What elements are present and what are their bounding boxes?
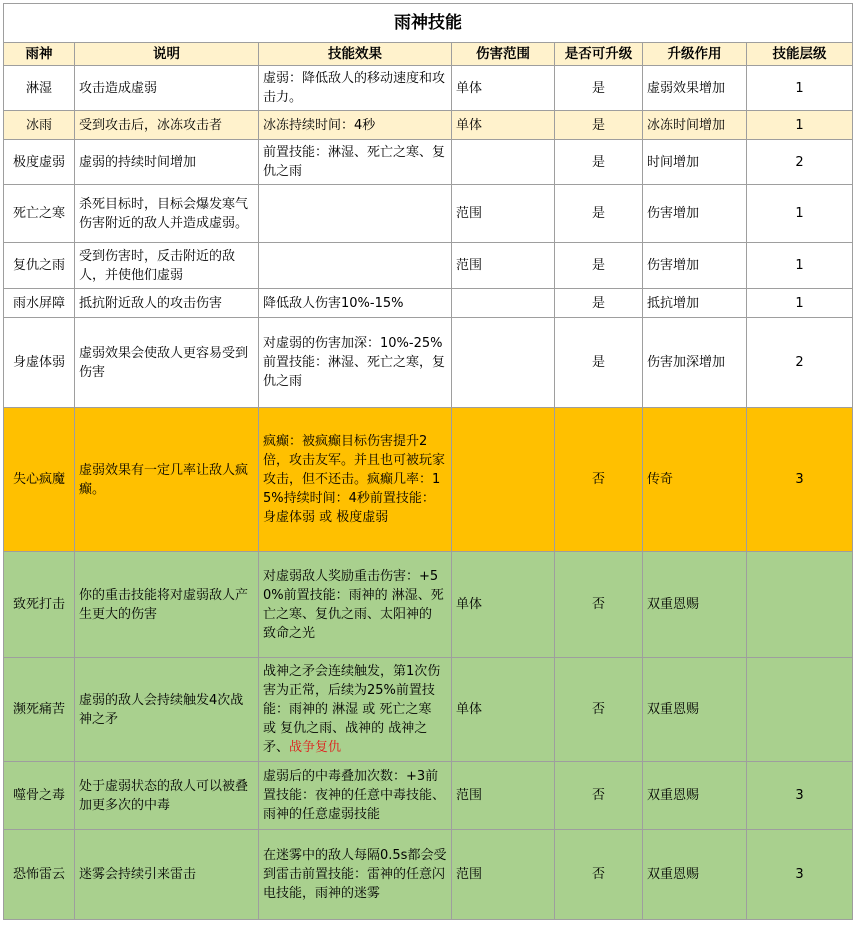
cell-skill-name-text: 极度虚弱 [12,154,65,170]
table-row [4,552,853,658]
cell-level [747,408,853,552]
cell-description [75,408,259,552]
cell-upgrade-effect [643,318,747,408]
cell-description-text: 虚弱的持续时间增加 [79,154,197,170]
cell-level [747,66,853,111]
cell-upgrade-effect [643,408,747,552]
cell-level-text: 1 [795,258,804,273]
cell-effect [259,762,452,830]
cell-description [75,658,259,762]
cell-range [452,66,555,111]
cell-skill-name [4,408,75,552]
table-row [4,111,853,140]
cell-skill-name [4,318,75,408]
cell-level-text: 1 [795,206,804,221]
cell-description-text: 攻击造成虚弱 [79,80,158,96]
cell-skill-name [4,185,75,243]
cell-level-text: 1 [795,117,804,133]
cell-range [452,552,555,658]
cell-effect-text: 在迷雾中的敌人每隔0.5s都会受到雷击前置技能：雷神的任意闪电技能，雨神的迷雾 [263,848,447,901]
cell-upgrade-effect [643,243,747,289]
cell-skill-name-text: 恐怖雷云 [12,867,65,882]
cell-skill-name [4,762,75,830]
cell-upgradable-text: 是 [591,206,605,221]
cell-description-text: 虚弱效果有一定几率让敌人疯癫。 [79,462,249,497]
cell-effect [259,658,452,762]
cell-effect-text: 前置技能：淋湿、死亡之寒、复仇之雨 [263,145,446,179]
cell-skill-name-text: 致死打击 [12,597,65,612]
cell-upgradable-text: 否 [591,702,605,717]
cell-skill-name-text: 失心疯魔 [12,472,65,487]
cell-level-text: 2 [795,355,804,370]
cell-description-text: 抵抗附近敌人的攻击伤害 [79,295,223,311]
cell-description-text: 处于虚弱状态的敌人可以被叠加更多次的中毒 [79,778,249,813]
cell-level-text: 3 [795,788,804,803]
cell-range-text: 范围 [456,206,483,221]
cell-upgradable [555,140,643,185]
cell-description [75,185,259,243]
cell-effect [259,66,452,111]
cell-level [747,658,853,762]
cell-effect-text: 降低敌人伤害10%-15% [263,295,404,311]
cell-effect-text: 疯癫：被疯癫目标伤害提升2倍，攻击友军。并且也可被玩家攻击，但不还击。疯癫几率：15%持续时间：4秒前置技能：身虚体弱 或 极度虚弱 [263,434,446,525]
cell-upgradable-text: 是 [591,154,605,170]
cell-upgradable [555,408,643,552]
cell-effect [259,289,452,318]
cell-effect-highlight: 战争复仇 [289,740,342,755]
cell-description-text: 迷雾会持续引来雷击 [79,867,197,882]
cell-upgrade-effect-text: 传奇 [647,472,674,487]
cell-description-text: 受到伤害时，反击附近的敌人，并使他们虚弱 [79,248,236,283]
cell-description [75,830,259,920]
cell-upgrade-effect-text: 伤害增加 [647,258,700,273]
cell-description [75,289,259,318]
cell-skill-name-text: 复仇之雨 [12,258,65,273]
cell-range [452,289,555,318]
cell-skill-name [4,658,75,762]
cell-upgrade-effect [643,140,747,185]
cell-skill-name-text: 冰雨 [25,117,52,133]
cell-range-text: 单体 [456,117,483,133]
table-row [4,318,853,408]
cell-level [747,111,853,140]
cell-effect [259,185,452,243]
cell-upgrade-effect-text: 双重恩赐 [647,867,700,882]
cell-effect [259,318,452,408]
cell-effect-text: 对虚弱敌人奖励重击伤害：+50%前置技能：雨神的 淋湿、死亡之寒、复仇之雨、太阳神的 致命之光 [263,568,444,641]
cell-upgradable-text: 是 [591,117,605,133]
cell-range-text: 单体 [456,80,483,96]
cell-skill-name [4,140,75,185]
cell-upgrade-effect-text: 虚弱效果增加 [647,80,726,96]
cell-description [75,243,259,289]
cell-effect [259,140,452,185]
table-row [4,66,853,111]
cell-skill-name [4,830,75,920]
cell-upgradable-text: 是 [591,295,605,311]
cell-upgrade-effect [643,111,747,140]
cell-range [452,408,555,552]
table-title: 雨神技能 [4,4,853,43]
cell-skill-name [4,289,75,318]
cell-upgrade-effect [643,289,747,318]
cell-upgrade-effect-text: 双重恩赐 [647,702,700,717]
cell-level [747,318,853,408]
cell-effect [259,243,452,289]
cell-skill-name [4,111,75,140]
cell-skill-name-text: 淋湿 [25,80,52,96]
cell-upgradable [555,289,643,318]
cell-upgradable [555,830,643,920]
cell-effect [259,830,452,920]
table-row [4,762,853,830]
cell-upgrade-effect-text: 时间增加 [647,154,700,170]
cell-level-text: 2 [795,154,804,170]
skills-table [3,3,853,920]
cell-range-text: 范围 [456,788,483,803]
cell-upgrade-effect [643,552,747,658]
header-row [4,43,853,66]
cell-level [747,243,853,289]
cell-range [452,243,555,289]
cell-description [75,111,259,140]
cell-upgrade-effect-text: 冰冻时间增加 [647,117,726,133]
cell-upgradable-text: 是 [591,80,605,96]
cell-upgrade-effect-text: 抵抗增加 [647,295,700,311]
cell-effect [259,552,452,658]
cell-skill-name-text: 死亡之寒 [12,206,65,221]
cell-effect-text: 虚弱后的中毒叠加次数：+3前置技能：夜神的任意中毒技能、雨神的任意虚弱技能 [263,769,446,822]
cell-level [747,140,853,185]
cell-upgradable-text: 否 [591,867,605,882]
cell-range [452,318,555,408]
cell-description-text: 杀死目标时，目标会爆发寒气伤害附近的敌人并造成虚弱。 [79,196,249,231]
table-row [4,185,853,243]
table-row [4,408,853,552]
cell-upgrade-effect-text: 伤害加深增加 [647,355,726,370]
cell-upgradable-text: 否 [591,472,605,487]
cell-upgrade-effect [643,762,747,830]
cell-range [452,762,555,830]
cell-range [452,185,555,243]
cell-upgradable-text: 否 [591,597,605,612]
cell-skill-name [4,243,75,289]
cell-upgradable [555,762,643,830]
cell-description-text: 虚弱的敌人会持续触发4次战神之矛 [79,692,244,727]
cell-range [452,658,555,762]
cell-effect-text: 冰冻持续时间：4秒 [263,117,376,133]
cell-description [75,318,259,408]
cell-upgrade-effect [643,185,747,243]
header-range: 伤害范围 [452,43,555,66]
cell-description [75,66,259,111]
cell-skill-name-text: 濒死痛苦 [12,702,65,717]
cell-description [75,140,259,185]
cell-upgrade-effect [643,66,747,111]
cell-upgradable-text: 是 [591,258,605,273]
cell-upgradable [555,243,643,289]
cell-range-text: 单体 [456,702,483,717]
cell-range-text: 范围 [456,258,483,273]
cell-effect-text: 战神之矛会连续触发，第1次伤害为正常，后续为25%前置技能：雨神的 淋湿 或 死亡之寒 或 复仇之雨、战神的 战神之矛、 [263,664,441,755]
table-row [4,830,853,920]
header-effect: 技能效果 [259,43,452,66]
cell-upgradable-text: 否 [591,788,605,803]
cell-upgradable [555,66,643,111]
header-name: 雨神 [4,43,75,66]
cell-upgradable [555,111,643,140]
header-upgradable: 是否可升级 [555,43,643,66]
cell-upgradable [555,552,643,658]
cell-level-text: 1 [795,80,804,96]
table-row [4,289,853,318]
cell-description [75,762,259,830]
cell-description-text: 你的重击技能将对虚弱敌人产生更大的伤害 [79,587,249,622]
cell-description [75,552,259,658]
table-row [4,243,853,289]
cell-range [452,140,555,185]
cell-upgrade-effect-text: 双重恩赐 [647,597,700,612]
cell-level [747,552,853,658]
cell-effect [259,408,452,552]
cell-range-text: 范围 [456,867,483,882]
cell-skill-name [4,552,75,658]
header-desc: 说明 [75,43,259,66]
cell-range-text: 单体 [456,597,483,612]
table-row [4,140,853,185]
cell-skill-name-text: 雨水屏障 [12,295,65,311]
cell-level-text: 3 [795,867,804,882]
cell-level [747,830,853,920]
cell-effect-text: 虚弱：降低敌人的移动速度和攻击力。 [263,71,446,105]
cell-upgrade-effect-text: 双重恩赐 [647,788,700,803]
cell-level [747,185,853,243]
cell-upgradable [555,185,643,243]
cell-description-text: 虚弱效果会使敌人更容易受到伤害 [79,345,249,380]
cell-upgradable [555,318,643,408]
cell-skill-name-text: 身虚体弱 [12,355,65,370]
cell-level-text: 1 [795,295,804,311]
cell-effect [259,111,452,140]
cell-level [747,289,853,318]
header-upgrade: 升级作用 [643,43,747,66]
cell-upgradable-text: 是 [591,355,605,370]
table-row [4,658,853,762]
cell-upgrade-effect [643,830,747,920]
cell-upgrade-effect [643,658,747,762]
cell-range [452,830,555,920]
cell-range [452,111,555,140]
cell-upgrade-effect-text: 伤害增加 [647,206,700,221]
cell-description-text: 受到攻击后，冰冻攻击者 [79,117,223,133]
cell-level [747,762,853,830]
cell-level-text: 3 [795,472,804,487]
cell-effect-text: 对虚弱的伤害加深：10%-25%前置技能：淋湿、死亡之寒，复仇之雨 [263,336,446,389]
cell-upgradable [555,658,643,762]
cell-skill-name [4,66,75,111]
cell-skill-name-text: 噬骨之毒 [12,788,65,803]
header-level: 技能层级 [747,43,853,66]
